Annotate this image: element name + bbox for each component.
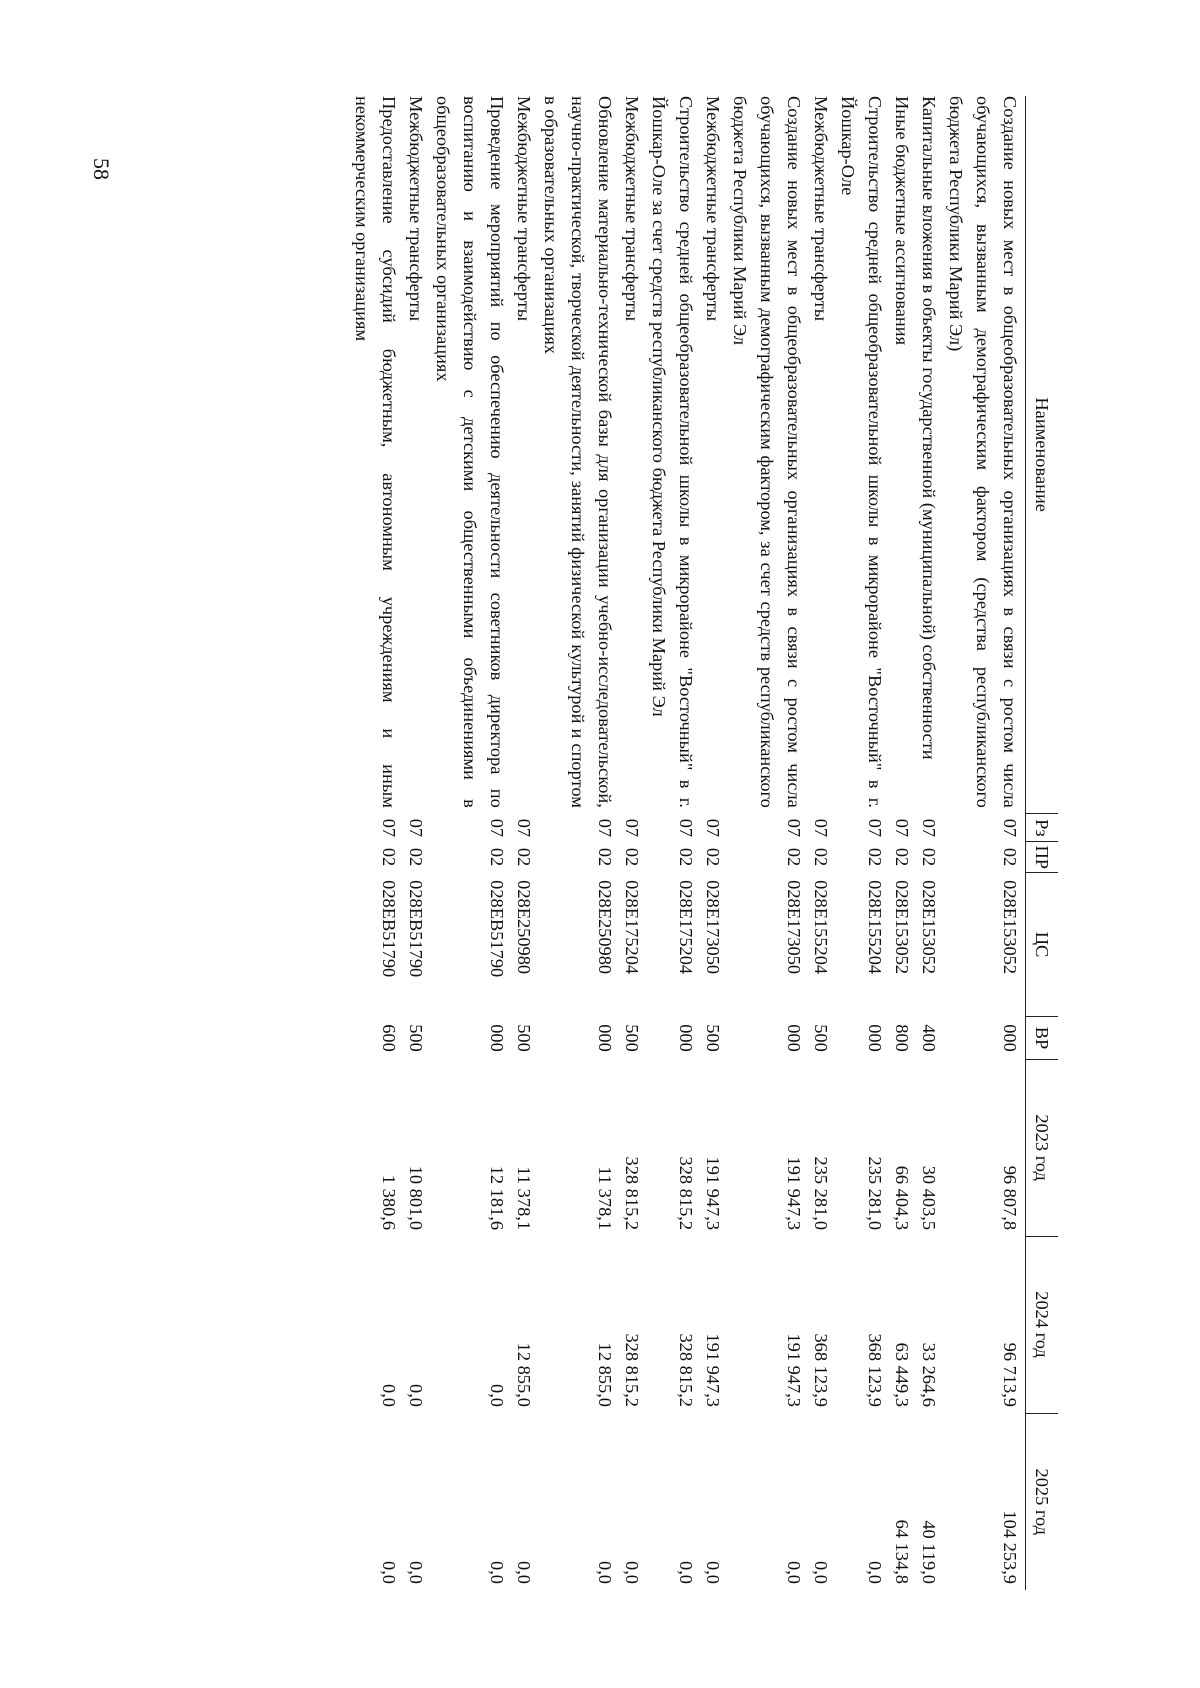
row-2025: 0,0 — [514, 1561, 534, 1584]
row-rz: 07 — [703, 818, 723, 838]
row-pr: 02 — [703, 847, 723, 867]
header-pr: ПР — [1026, 842, 1059, 872]
row-cs: 028EB51790 — [406, 880, 426, 978]
row-name: Строительство средней общеобразовательной школы в микрорайоне "Восточный" в г. Йошкар-Оле за счет средств республиканского бюджета Республики Марий Эл — [649, 96, 696, 808]
table-row — [348, 96, 402, 1590]
row-rz: 07 — [919, 818, 939, 838]
row-cs: 028EB51790 — [487, 880, 507, 978]
header-2024: 2024 год — [1026, 1236, 1059, 1413]
row-vr: 500 — [703, 1024, 723, 1052]
row-vr: 600 — [379, 1024, 399, 1052]
header-rz: Рз — [1026, 814, 1059, 842]
row-2025: 0,0 — [406, 1561, 426, 1584]
row-name: Предоставление субсидий бюджетным, автономным учреждениям и иным некоммерческим организациям — [352, 96, 399, 808]
row-name: Капитальные вложения в объекты государственной (муниципальной) собственности — [919, 96, 939, 760]
row-cs: 028E175204 — [676, 880, 696, 975]
row-pr: 02 — [1000, 847, 1020, 867]
header-2023: 2023 год — [1026, 1059, 1059, 1236]
row-2024: 191 947,3 — [784, 1333, 804, 1407]
row-2025: 0,0 — [811, 1561, 831, 1584]
row-name: Иные бюджетные ассигнования — [892, 96, 912, 346]
row-name: Проведение мероприятий по обеспечению деятельности советников директора по воспитанию и взаимодействию с детскими общественными объединениями в общеобразовательных организациях — [433, 96, 507, 808]
row-2024: 96 713,9 — [1000, 1342, 1020, 1407]
row-2025: 0,0 — [379, 1561, 399, 1584]
table-body — [348, 96, 1026, 1590]
row-2024: 12 855,0 — [514, 1342, 534, 1407]
row-name: Создание новых мест в общеобразовательных организациях в связи с ростом числа обучающихся, вызванным демографическим фактором, за счет средств республиканского бюджета Республики Марий Эл — [730, 96, 804, 808]
row-cs: 028E173050 — [784, 880, 804, 975]
row-cs: 028E250980 — [514, 880, 534, 975]
row-2023: 11 378,1 — [514, 1166, 534, 1231]
row-rz: 07 — [487, 818, 507, 838]
row-name: Строительство средней общеобразовательной школы в микрорайоне "Восточный" в г. Йошкар-Оле — [838, 96, 885, 808]
row-pr: 02 — [919, 847, 939, 867]
table-row — [834, 96, 888, 1590]
row-2025: 40 119,0 — [919, 1520, 939, 1584]
row-2023: 11 378,1 — [595, 1166, 615, 1231]
row-vr: 000 — [676, 1024, 696, 1052]
row-2024: 33 264,6 — [919, 1342, 939, 1407]
row-pr: 02 — [514, 847, 534, 867]
row-2024: 328 815,2 — [622, 1333, 642, 1407]
row-cs: 028E173050 — [703, 880, 723, 975]
header-2025: 2025 год — [1026, 1413, 1059, 1590]
row-rz: 07 — [892, 818, 912, 838]
row-pr: 02 — [784, 847, 804, 867]
row-vr: 500 — [622, 1024, 642, 1052]
row-rz: 07 — [379, 818, 399, 838]
row-vr: 800 — [892, 1024, 912, 1052]
row-pr: 02 — [487, 847, 507, 867]
row-2023: 191 947,3 — [784, 1156, 804, 1231]
row-vr: 500 — [811, 1024, 831, 1052]
row-rz: 07 — [1000, 818, 1020, 838]
row-2024: 0,0 — [379, 1384, 399, 1407]
row-2025: 0,0 — [595, 1561, 615, 1584]
row-vr: 000 — [865, 1024, 885, 1052]
row-rz: 07 — [622, 818, 642, 838]
row-2023: 10 801,0 — [406, 1165, 426, 1231]
table-row — [402, 96, 429, 1590]
row-2023: 30 403,5 — [919, 1165, 939, 1231]
row-2024: 63 449,3 — [892, 1342, 912, 1407]
row-vr: 000 — [487, 1024, 507, 1052]
row-2024: 368 123,9 — [811, 1333, 831, 1407]
table-row — [429, 96, 510, 1590]
table-row — [618, 96, 645, 1590]
header-vr: ВР — [1026, 1017, 1059, 1059]
row-2025: 104 253,9 — [1000, 1510, 1020, 1584]
row-cs: 028EB51790 — [379, 880, 399, 978]
row-name: Межбюджетные трансферты — [514, 96, 534, 322]
row-rz: 07 — [811, 818, 831, 838]
budget-table — [348, 96, 1058, 1590]
row-name: Обновление материально-технической базы для организации учебно-исследовательской, научно-практической, творческой деятельности, занятий физической культурой и спортом в образовательных организациях — [541, 96, 615, 808]
row-name: Создание новых мест в общеобразовательных организациях в связи с ростом числа обучающихся, вызванным демографическим фактором (средства республиканского бюджета Республики Марий Эл) — [946, 96, 1020, 808]
table-row — [645, 96, 699, 1590]
row-2025: 0,0 — [784, 1561, 804, 1584]
row-pr: 02 — [865, 847, 885, 867]
row-vr: 000 — [784, 1024, 804, 1052]
row-cs: 028E155204 — [865, 880, 885, 975]
row-cs: 028E250980 — [595, 880, 615, 975]
row-2025: 0,0 — [676, 1561, 696, 1584]
row-pr: 02 — [811, 847, 831, 867]
table-row — [510, 96, 537, 1590]
row-2025: 64 134,8 — [892, 1519, 912, 1584]
row-name: Межбюджетные трансферты — [622, 96, 642, 322]
row-2024: 0,0 — [406, 1384, 426, 1407]
row-2023: 328 815,2 — [622, 1156, 642, 1231]
row-cs: 028E175204 — [622, 880, 642, 975]
row-vr: 000 — [595, 1024, 615, 1052]
row-rz: 07 — [595, 818, 615, 838]
table-row — [537, 96, 618, 1590]
row-name: Межбюджетные трансферты — [703, 96, 723, 322]
row-cs: 028E155204 — [811, 880, 831, 975]
table-row — [699, 96, 726, 1590]
row-vr: 400 — [919, 1024, 939, 1052]
row-pr: 02 — [595, 847, 615, 867]
row-2023: 12 181,6 — [487, 1165, 507, 1231]
row-2025: 0,0 — [487, 1561, 507, 1584]
row-2023: 66 404,3 — [892, 1165, 912, 1231]
row-2023: 1 380,6 — [379, 1174, 399, 1231]
row-2024: 12 855,0 — [595, 1342, 615, 1407]
row-2025: 0,0 — [865, 1561, 885, 1584]
table-row — [888, 96, 915, 1590]
row-rz: 07 — [784, 818, 804, 838]
row-name: Межбюджетные трансферты — [406, 96, 426, 322]
row-2024: 328 815,2 — [676, 1333, 696, 1407]
header-name: Наименование — [1026, 96, 1059, 814]
table-row — [726, 96, 807, 1590]
table-header — [1026, 96, 1059, 1590]
table-row — [942, 96, 1026, 1590]
row-name: Межбюджетные трансферты — [811, 96, 831, 322]
row-2024: 0,0 — [487, 1384, 507, 1407]
row-rz: 07 — [865, 818, 885, 838]
row-pr: 02 — [406, 847, 426, 867]
table-row — [915, 96, 942, 1590]
row-cs: 028E153052 — [919, 880, 939, 975]
row-rz: 07 — [406, 818, 426, 838]
row-pr: 02 — [622, 847, 642, 867]
row-2023: 96 807,8 — [1000, 1165, 1020, 1231]
row-cs: 028E153052 — [1000, 880, 1020, 975]
row-vr: 500 — [406, 1024, 426, 1052]
row-2024: 191 947,3 — [703, 1333, 723, 1407]
row-2023: 191 947,3 — [703, 1156, 723, 1231]
row-rz: 07 — [514, 818, 534, 838]
row-vr: 000 — [1000, 1024, 1020, 1052]
row-2025: 0,0 — [703, 1561, 723, 1584]
row-pr: 02 — [676, 847, 696, 867]
row-cs: 028E153052 — [892, 880, 912, 975]
row-2023: 328 815,2 — [676, 1156, 696, 1231]
rotated-page — [270, 96, 1058, 1590]
row-pr: 02 — [379, 847, 399, 867]
row-vr: 500 — [514, 1024, 534, 1052]
header-cs: ЦС — [1026, 872, 1059, 1017]
row-rz: 07 — [676, 818, 696, 838]
row-2023: 235 281,0 — [811, 1156, 831, 1231]
row-pr: 02 — [892, 847, 912, 867]
row-2024: 368 123,9 — [865, 1333, 885, 1407]
row-2025: 0,0 — [622, 1561, 642, 1584]
page-number: 58 — [89, 158, 114, 180]
row-2023: 235 281,0 — [865, 1156, 885, 1231]
table-row — [807, 96, 834, 1590]
